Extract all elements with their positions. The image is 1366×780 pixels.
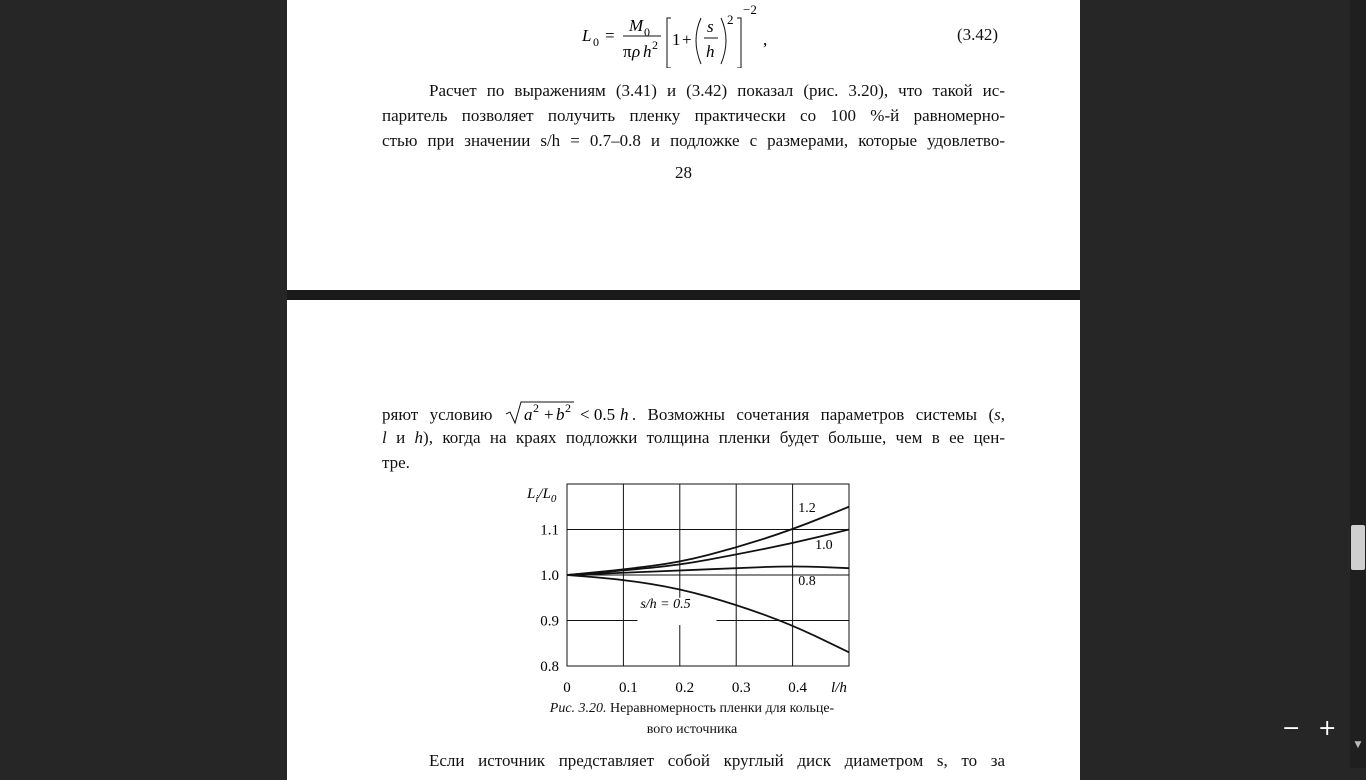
text-line-last: Если источник представляет собой круглый диск диаметром s, то за	[429, 751, 1005, 770]
series-label-1: 1.2	[798, 501, 816, 517]
paragraph-3-42	[382, 78, 1005, 153]
series-label-4: s/h = 0.5	[640, 596, 691, 612]
formula-num-sub: 0	[644, 25, 650, 39]
svg-text:2: 2	[532, 401, 539, 415]
formula-plus: +	[682, 30, 692, 49]
y-tick-label-2: 1.0	[540, 568, 559, 584]
svg-text:+: +	[543, 405, 554, 424]
paragraph-continuation	[382, 400, 1005, 475]
svg-text:< 0.5: < 0.5	[579, 405, 615, 424]
y-tick-label-4: 0.8	[540, 659, 559, 675]
y-tick-label-1: 1.1	[540, 522, 559, 539]
text-line-3: стью при значении s/h = 0.7–0.8 и подложке с размерами, которые удовлетво-	[382, 131, 1005, 150]
x-tick-label-5: 0.4	[788, 680, 807, 696]
caption-line-2: вого источника	[646, 722, 738, 737]
formula-num: M	[629, 16, 644, 35]
text-line-3: тре.	[382, 453, 410, 472]
caption-text: Неравномерность пленки для кольце-	[606, 701, 835, 716]
equation-number: (3.42)	[957, 25, 999, 44]
sqrt-condition	[504, 400, 632, 426]
text-line-2: l и h), когда на краях подложки толщина пленки будет больше, чем в ее цен-	[382, 428, 1005, 447]
formula-s: s	[707, 17, 714, 36]
formula-den-pi: π	[623, 42, 632, 61]
zoom-in-button[interactable]: +	[1318, 716, 1337, 741]
document-page-28	[287, 0, 1080, 290]
formula-h: h	[706, 42, 715, 61]
svg-text:b: b	[555, 405, 565, 424]
figure-3-20-chart	[517, 478, 867, 700]
text-line-1: Расчет по выражениям (3.41) и (3.42) показал (рис. 3.20), что такой ис-	[429, 81, 1005, 100]
formula-inner-exp: 2	[727, 12, 734, 27]
scrollbar-thumb[interactable]	[1351, 525, 1365, 570]
figure-caption	[517, 698, 867, 740]
formula-outer-exp: −2	[743, 2, 757, 17]
svg-text:2: 2	[564, 401, 571, 415]
caption-figure-number: Рис. 3.20.	[549, 701, 607, 716]
svg-text:h: h	[619, 405, 629, 424]
text-line-2: паритель позволяет получить пленку практически со 100 %-й равномерно-	[382, 106, 1005, 125]
y-tick-label-3: 0.9	[540, 613, 559, 630]
chart-series	[567, 501, 849, 652]
series-label-2: 1.0	[815, 538, 833, 554]
x-axis-label: l/h	[831, 680, 847, 696]
formula-lhs-sub: 0	[593, 35, 599, 49]
x-tick-label-3: 0.2	[675, 680, 695, 696]
x-tick-label-1: 0	[563, 680, 571, 696]
page-number: 28	[675, 163, 692, 182]
scroll-down-arrow-icon[interactable]: ▼	[1354, 740, 1362, 750]
formula-one: 1	[672, 30, 681, 49]
formula-den-h: h	[643, 42, 652, 61]
y-axis-label: $L_i/L_0$	[527, 486, 557, 505]
x-tick-label-2: 0.1	[619, 680, 638, 696]
series-label-3: 0.8	[798, 574, 816, 590]
formula-den-exp: 2	[652, 38, 658, 52]
page-gap	[287, 290, 1080, 300]
x-tick-label-4: 0.3	[731, 680, 751, 696]
formula-den-rho: ρ	[632, 42, 641, 61]
document-page-29	[287, 300, 1080, 780]
formula-comma: ,	[763, 30, 768, 49]
series-line-1	[567, 507, 849, 575]
text-line-condition: ряют условию a 2 + b 2 < 0.5 h . Возможны сочетания параметров системы (s,	[382, 401, 1005, 424]
svg-text:a: a	[523, 405, 533, 424]
vertical-scrollbar[interactable]	[1350, 0, 1366, 768]
paragraph-next	[382, 748, 1005, 773]
formula-lhs: L	[582, 26, 592, 45]
formula-3-42	[577, 0, 777, 68]
series-line-2	[567, 530, 849, 576]
formula-equals: =	[605, 26, 615, 45]
zoom-out-button[interactable]: −	[1282, 716, 1301, 741]
